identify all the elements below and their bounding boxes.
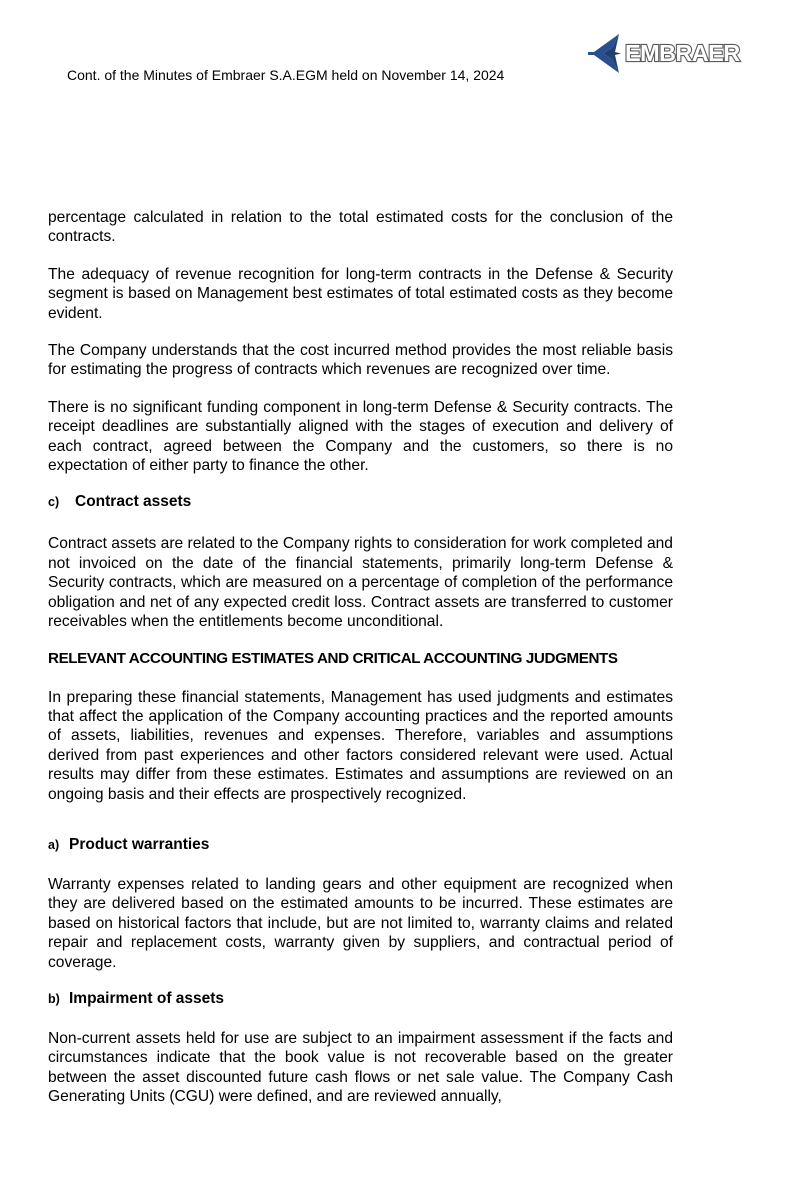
document-body xyxy=(48,208,673,1107)
section-b-letter: b) xyxy=(48,991,60,1006)
paragraph: percentage calculated in relation to the total estimated costs for the conclusion of the contracts. xyxy=(48,209,673,246)
embraer-arrow-icon xyxy=(588,34,621,73)
estimates-text: In preparing these financial statements, Management has used judgments and estimates that affect the application of the Company accounting practices and the reported amounts of assets, liabilities, revenues and expenses. Therefore, variables and assumptions derived from past experiences and other factors considered relevant were used. Actual results may differ from these estimates. Estimates and assumptions are reviewed on an ongoing basis and their effects are prospectively recognized. xyxy=(48,688,673,803)
section-b-heading xyxy=(48,989,673,1009)
estimates-heading: RELEVANT ACCOUNTING ESTIMATES AND CRITICAL ACCOUNTING JUDGMENTS xyxy=(48,649,618,667)
paragraph: The adequacy of revenue recognition for long-term contracts in the Defense & Security segment is based on Management best estimates of total estimated costs as they become evident. xyxy=(48,265,673,322)
section-c-letter: c) xyxy=(48,495,60,510)
section-a-heading xyxy=(48,835,673,855)
section-a-text: Warranty expenses related to landing gears and other equipment are recognized when they are delivered based on the estimated amounts to be incurred. These estimates are based on historical factors that include, but are not limited to, warranty claims and related repair and replacement costs, warranty given by suppliers, and contractual period of coverage. xyxy=(48,875,673,971)
section-a-title: Product warranties xyxy=(69,835,210,853)
section-c-text: Contract assets are related to the Company rights to consideration for work completed and not invoiced on the date of the financial statements, primarily long-term Defense & Security contracts, which are measured on a percentage of completion of the performance obligation and net of any expected credit loss. Contract assets are transferred to customer receivables when the entitlements become unconditional. xyxy=(48,535,673,631)
embraer-logo xyxy=(588,33,780,73)
paragraph: There is no significant funding component in long-term Defense & Security contracts. The receipt deadlines are substantially aligned with the stages of execution and delivery of each contract, agreed between the Company and the customers, so there is no expectation of either party to finance the other. xyxy=(48,398,673,475)
section-c-heading xyxy=(48,492,673,512)
section-a-letter: a) xyxy=(48,837,60,852)
logo-wordmark: EMBRAER xyxy=(625,40,740,66)
paragraph: The Company understands that the cost incurred method provides the most reliable basis for estimating the progress of contracts which revenues are recognized over time. xyxy=(48,342,673,379)
running-header: Cont. of the Minutes of Embraer S.A.EGM held on November 14, 2024 xyxy=(67,67,505,83)
section-b-title: Impairment of assets xyxy=(69,989,225,1007)
section-c-title: Contract assets xyxy=(75,493,192,511)
section-b-text: Non-current assets held for use are subject to an impairment assessment if the facts and circumstances indicate that the book value is not recoverable based on the greater between the asset discounted future cash flows or net sale value. The Company Cash Generating Units (CGU) were defined, and are reviewed annually, xyxy=(48,1029,673,1106)
